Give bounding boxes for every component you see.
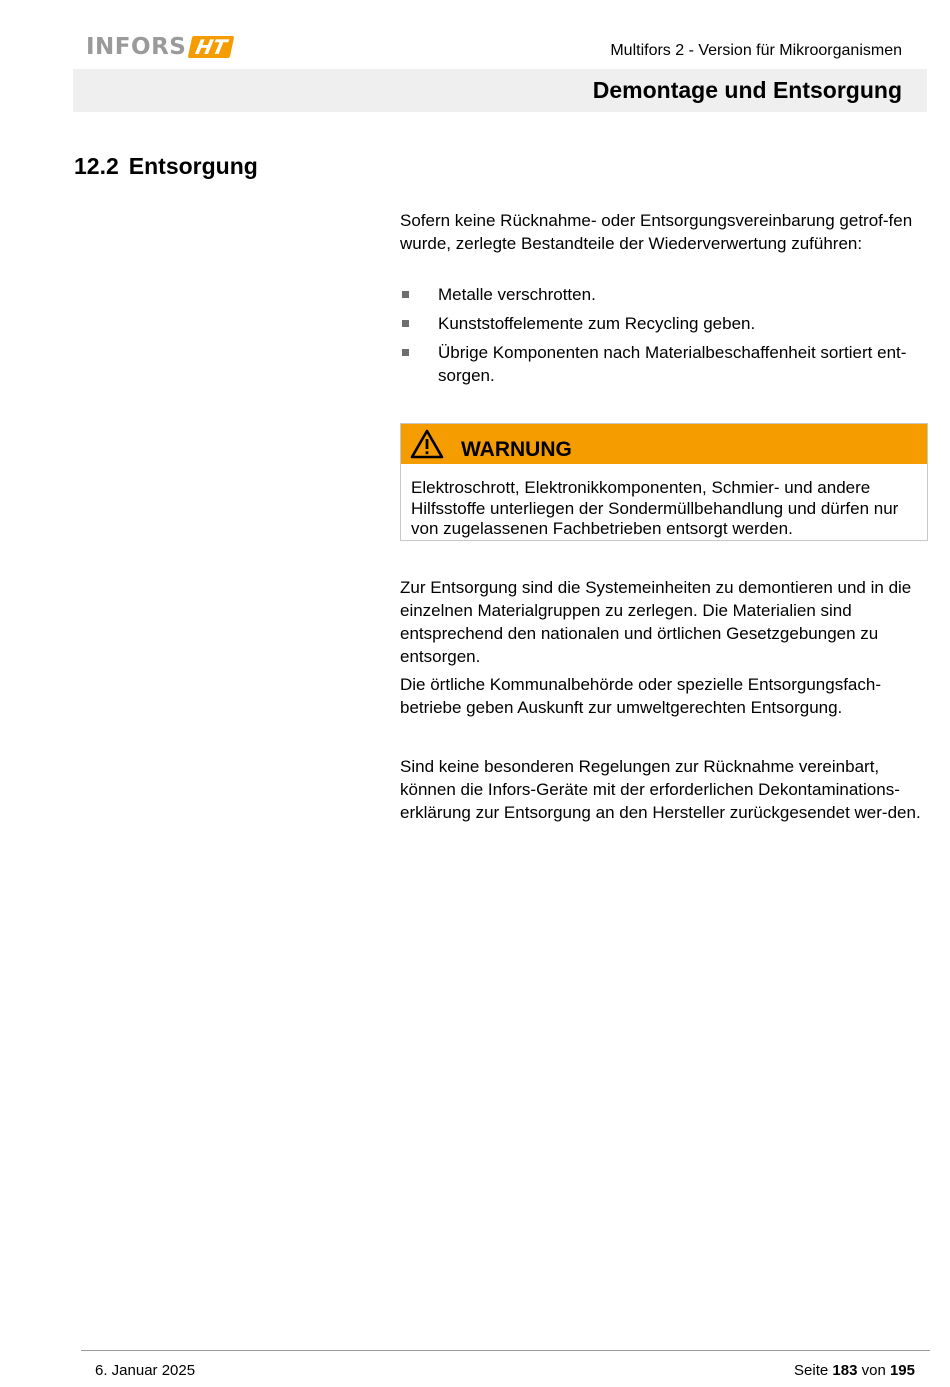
page-current: 183	[832, 1362, 858, 1379]
chapter-title: Demontage und Entsorgung	[592, 77, 902, 103]
page-total: 195	[889, 1362, 915, 1379]
page-of: von	[861, 1362, 886, 1379]
list-item-text: Metalle verschrotten.	[438, 285, 596, 304]
warning-title: WARNUNG	[461, 438, 572, 461]
warning-header	[401, 424, 927, 464]
logo-badge: HT	[188, 36, 235, 58]
logo-text: INFORS	[86, 34, 187, 60]
footer-date: 6. Januar 2025	[95, 1362, 196, 1379]
bullet-square-icon	[402, 349, 409, 356]
page-number	[794, 1362, 915, 1379]
bullet-square-icon	[402, 291, 409, 298]
chapter-header-band	[73, 69, 927, 112]
list-item	[400, 341, 928, 387]
section-title: Entsorgung	[128, 153, 258, 179]
list-item-text: Kunststoffelemente zum Recycling geben.	[438, 314, 756, 333]
body-paragraph: Zur Entsorgung sind die Systemeinheiten zu demontieren und in die einzelnen Materialgruppen zu zerlegen. Die Materialien sind entsprechend den nationalen und örtlichen Gesetzgebungen zu entsorgen.	[400, 578, 912, 666]
bullet-square-icon	[402, 320, 409, 327]
intro-paragraph: Sofern keine Rücknahme- oder Entsorgungsvereinbarung getrof-fen wurde, zerlegte Bestandteile der Wiederverwertung zuführen:	[400, 211, 913, 253]
section-number: 12.2	[74, 153, 119, 179]
disposal-list	[400, 283, 928, 393]
body-paragraph: Die örtliche Kommunalbehörde oder spezielle Entsorgungsfach-betriebe geben Auskunft zur umweltgerechten Entsorgung.	[400, 675, 881, 717]
list-item	[400, 312, 928, 335]
warning-text: Elektroschrott, Elektronikkomponenten, Schmier- und andere Hilfsstoffe unterliegen der Sondermüllbehandlung und dürfen nur von zugelassenen Fachbetrieben entsorgt werden.	[411, 478, 899, 538]
body-paragraph: Sind keine besonderen Regelungen zur Rücknahme vereinbart, können die Infors-Geräte mit der erforderlichen Dekontaminations-erklärung zur Entsorgung an den Hersteller zurückgesendet wer-den.	[400, 757, 921, 822]
warning-triangle-icon	[410, 429, 444, 459]
footer-divider	[81, 1350, 930, 1351]
section-heading	[74, 153, 258, 180]
warning-box	[400, 423, 928, 541]
list-item	[400, 283, 928, 306]
list-item-text: Übrige Komponenten nach Materialbeschaffenheit sortiert ent-sorgen.	[438, 343, 907, 385]
document-subtitle: Multifors 2 - Version für Mikroorganismen	[610, 42, 902, 59]
page-label: Seite	[794, 1362, 829, 1379]
infors-logo	[86, 33, 233, 61]
